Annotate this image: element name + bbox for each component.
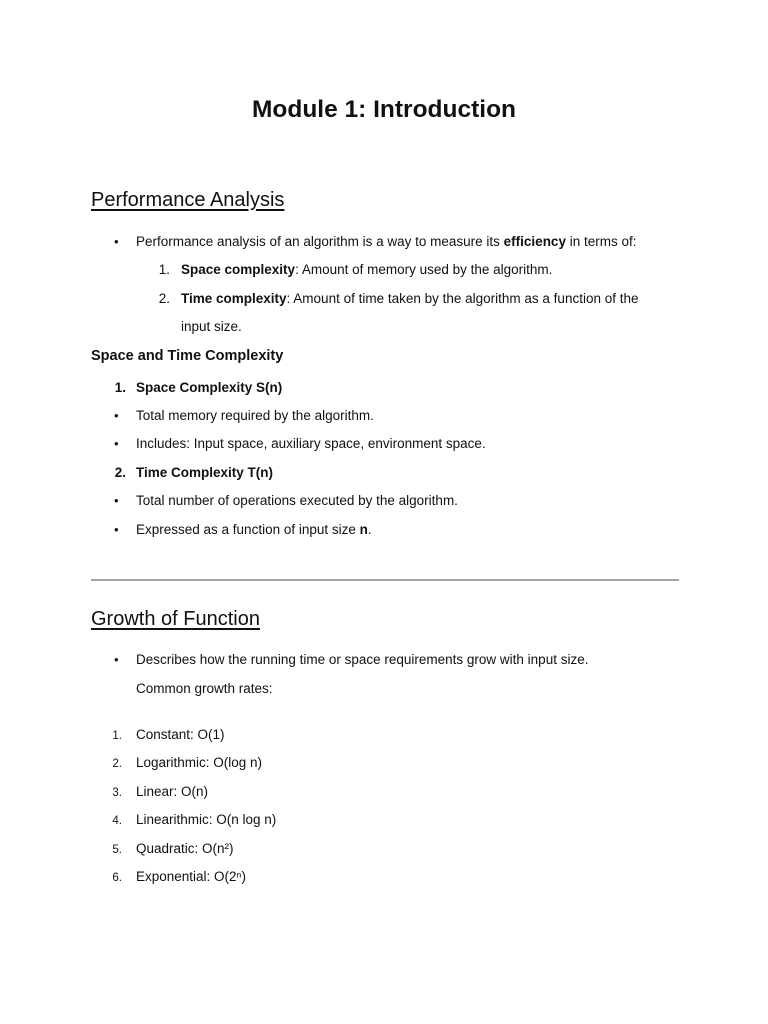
section-heading-performance-analysis: Performance Analysis (91, 189, 285, 211)
list-item-rest: : Amount of memory used by the algorithm. (295, 262, 553, 277)
section-heading-growth-of-function: Growth of Function (91, 608, 260, 630)
list-number: 2. (112, 758, 122, 770)
space-complexity-label: Space Complexity S(n) (136, 380, 283, 395)
page-title: Module 1: Introduction (251, 96, 517, 123)
list-number: 2. (158, 291, 170, 306)
subsection-heading: Space and Time Complexity (91, 348, 284, 364)
growth-description: Describes how the running time or space requirements grow with input size. (136, 652, 589, 667)
list-item-bold: Space complexity (181, 262, 296, 277)
list-item: Total number of operations executed by the algorithm. (136, 493, 458, 508)
list-item-rest: : Amount of time taken by the algorithm as a function of the (286, 291, 639, 306)
growth-rate-item: Quadratic: O(n²) (136, 841, 234, 856)
growth-rate-item: Exponential: O(2ⁿ) (136, 869, 246, 884)
growth-rate-item: Logarithmic: O(log n) (136, 755, 263, 770)
list-item-continuation: input size. (181, 319, 242, 334)
growth-continuation: Common growth rates: (136, 681, 273, 696)
list-item-time-complexity (181, 289, 639, 309)
bullet-glyph: • (114, 493, 119, 508)
list-number: 1. (158, 262, 170, 277)
intro-text-post: in terms of: (565, 234, 637, 249)
bullet-glyph: • (114, 408, 119, 423)
intro-text-pre: Performance analysis of an algorithm is a way to measure its (136, 234, 504, 249)
list-item: Includes: Input space, auxiliary space, environment space. (136, 436, 486, 451)
horizontal-divider (91, 579, 679, 581)
list-item: Total memory required by the algorithm. (136, 408, 374, 423)
list-number: 6. (112, 872, 122, 884)
list-number: 3. (112, 787, 122, 799)
list-number: 1. (112, 730, 122, 742)
growth-rate-item: Linear: O(n) (136, 784, 209, 799)
list-item-bold: n (359, 522, 368, 537)
list-number: 5. (112, 844, 122, 856)
list-item-bold: Time complexity (181, 291, 287, 306)
list-item-pre: Expressed as a function of input size (136, 522, 360, 537)
intro-text-bold: efficiency (503, 234, 566, 249)
list-item-space-complexity (181, 260, 552, 280)
time-complexity-label: Time Complexity T(n) (136, 465, 274, 480)
performance-intro-text (136, 232, 636, 252)
bullet-glyph: • (114, 234, 119, 249)
list-number: 2. (114, 465, 126, 480)
list-number: 4. (112, 815, 122, 827)
bullet-glyph: • (114, 522, 119, 537)
growth-rate-item: Linearithmic: O(n log n) (136, 812, 277, 827)
growth-rate-item: Constant: O(1) (136, 727, 225, 742)
list-number: 1. (114, 380, 126, 395)
list-item (136, 520, 372, 540)
bullet-glyph: • (114, 436, 119, 451)
list-item-post: . (367, 522, 372, 537)
bullet-glyph: • (114, 652, 119, 667)
